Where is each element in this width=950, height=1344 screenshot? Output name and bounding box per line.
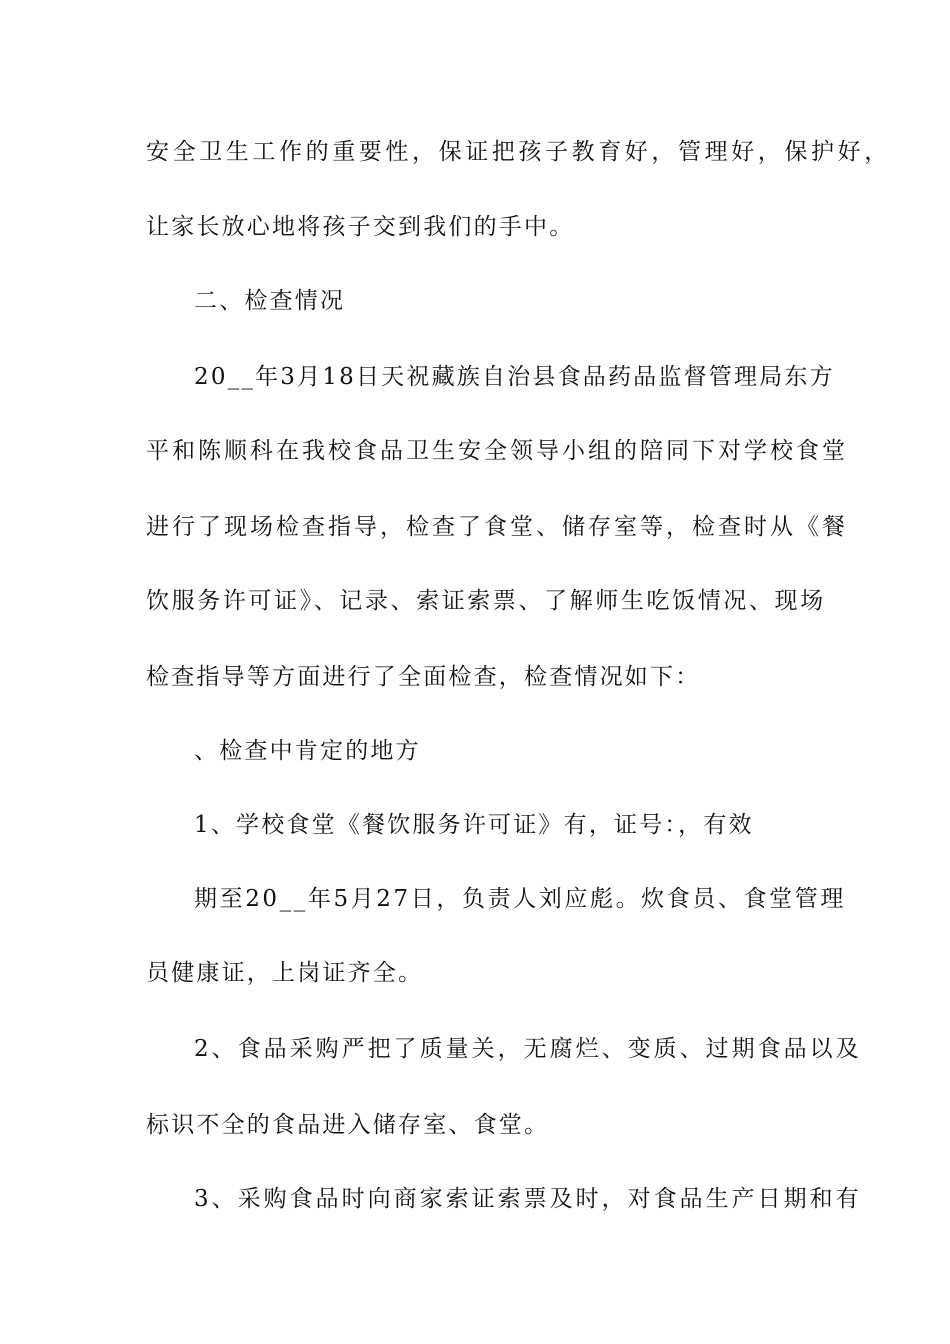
text-line: 安全卫生工作的重要性，保证把孩子教育好，管理好，保护好，: [146, 139, 891, 165]
text-line: 20__年3月18日天祝藏族自治县食品药品监督管理局东方: [194, 364, 835, 390]
text-line: 平和陈顺科在我校食品卫生安全领导小组的陪同下对学校食堂: [146, 438, 848, 464]
subsection-heading: 、检查中肯定的地方: [194, 738, 421, 764]
text-line: 期至20__年5月27日，负责人刘应彪。炊食员、食堂管理: [194, 886, 846, 912]
text-line: 进行了现场检查指导，检查了食堂、储存室等，检查时从《餐: [146, 514, 848, 540]
text-line: 3、采购食品时向商家索证索票及时，对食品生产日期和有: [194, 1186, 862, 1212]
text-line: 1、学校食堂《餐饮服务许可证》有，证号：，有效: [194, 812, 754, 838]
text-line: 标识不全的食品进入储存室、食堂。: [146, 1112, 550, 1138]
section-heading: 二、检查情况: [194, 288, 346, 314]
text-line: 检查指导等方面进行了全面检查，检查情况如下：: [146, 664, 701, 690]
text-line: 饮服务许可证》、记录、索证索票、了解师生吃饭情况、现场: [146, 588, 826, 614]
text-line: 员健康证，上岗证齐全。: [146, 960, 424, 986]
text-line: 2、食品采购严把了质量关，无腐烂、变质、过期食品以及: [194, 1036, 862, 1062]
text-line: 让家长放心地将孩子交到我们的手中。: [146, 214, 575, 240]
